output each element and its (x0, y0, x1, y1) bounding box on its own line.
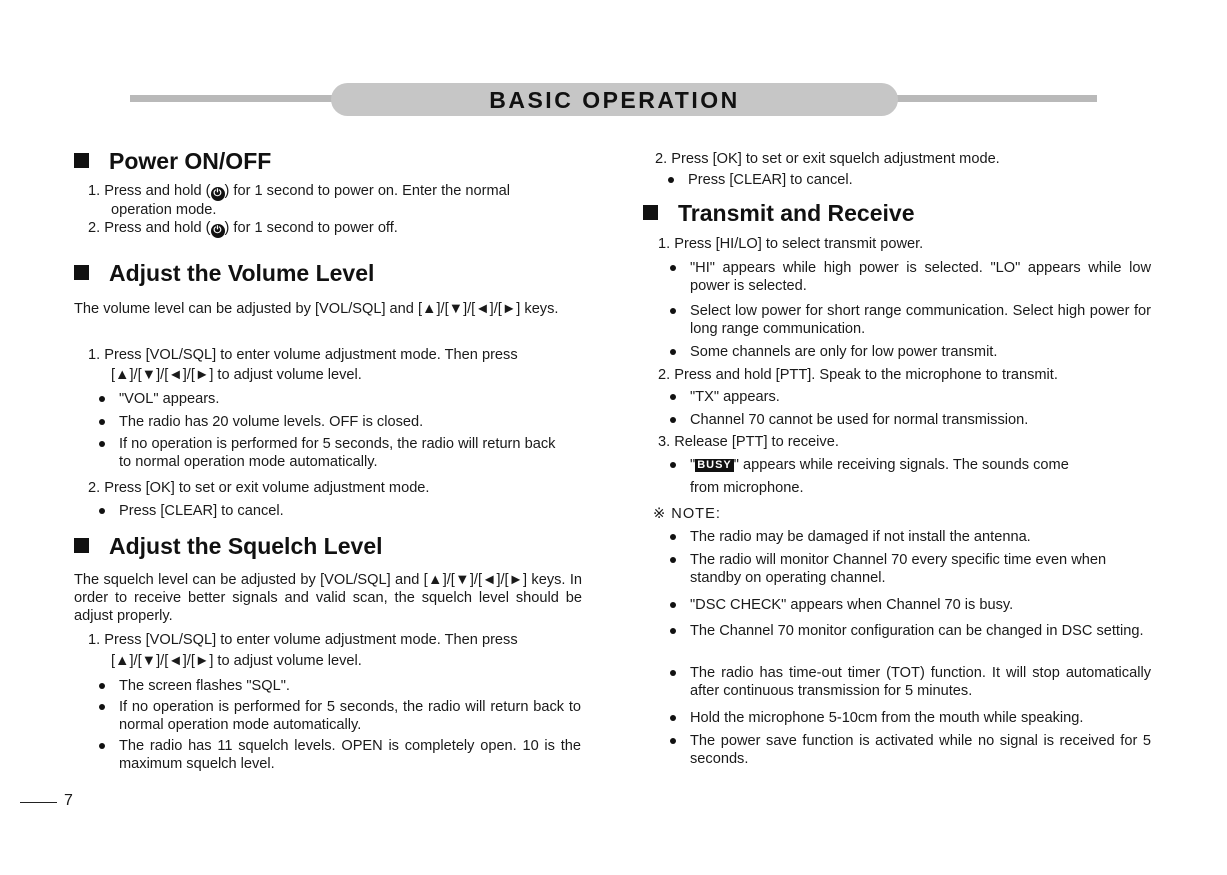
page-title: BASIC OPERATION (489, 87, 740, 113)
list-item: Channel 70 cannot be used for normal transmission. (690, 412, 1029, 428)
note-title: ※ NOTE: (653, 506, 721, 522)
list-item: Press [CLEAR] to cancel. (688, 172, 853, 188)
note-item: The radio has time-out timer (TOT) function. It will stop automatically after continuous transmission for 5 minutes. (690, 665, 1151, 699)
list-item: Press [CLEAR] to cancel. (119, 503, 284, 519)
note-item: The power save function is activated while no signal is received for 5 seconds. (690, 733, 1151, 767)
transmit-step-3: 3. Release [PTT] to receive. (658, 434, 839, 450)
page-number-rule (20, 802, 57, 803)
list-item: If no operation is performed for 5 seconds, the radio will return back to normal operation mode automatically. (119, 435, 571, 471)
square-bullet-icon (74, 538, 89, 553)
power-step-2: 2. Press and hold ( ⏻ ) for 1 second to power off. (88, 220, 398, 236)
power-step-1-cont: operation mode. (111, 202, 217, 218)
power-icon: ⏻ (211, 224, 225, 238)
heading-transmit: Transmit and Receive (643, 200, 915, 227)
heading-volume: Adjust the Volume Level (74, 260, 374, 287)
list-item: "TX" appears. (690, 389, 780, 405)
note-item: The Channel 70 monitor configuration can be changed in DSC setting. (690, 622, 1151, 640)
power-icon: ⏻ (211, 187, 225, 201)
squelch-intro: The squelch level can be adjusted by [VOL/SQL] and [▲]/[▼]/[◄]/[►] keys. In order to receive better signals and valid scan, the squelch level should be adjust properly. (74, 572, 582, 624)
squelch-step-1-cont: [▲]/[▼]/[◄]/[►] to adjust volume level. (111, 653, 362, 669)
section-banner (331, 83, 898, 116)
list-item: "HI" appears while high power is selected. "LO" appears while low power is selected. (690, 260, 1151, 294)
volume-step-1-cont: [▲]/[▼]/[◄]/[►] to adjust volume level. (111, 367, 362, 383)
volume-intro: The volume level can be adjusted by [VOL/SQL] and [▲]/[▼]/[◄]/[►] keys. (74, 301, 559, 317)
list-item: The screen flashes "SQL". (119, 678, 290, 694)
square-bullet-icon (74, 265, 89, 280)
heading-squelch: Adjust the Squelch Level (74, 533, 383, 560)
header-rule-right (890, 95, 1097, 102)
heading-power: Power ON/OFF (74, 148, 271, 175)
note-item: The radio may be damaged if not install the antenna. (690, 529, 1031, 545)
note-item: Hold the microphone 5-10cm from the mouth while speaking. (690, 710, 1084, 726)
squelch-step-2: 2. Press [OK] to set or exit squelch adjustment mode. (655, 151, 1000, 167)
list-item: "VOL" appears. (119, 391, 220, 407)
busy-indicator-icon: BUSY (697, 459, 732, 471)
note-item: The radio will monitor Channel 70 every specific time even when standby on operating channel. (690, 551, 1151, 587)
transmit-step-2: 2. Press and hold [PTT]. Speak to the microphone to transmit. (658, 367, 1058, 383)
list-item: " BUSY " appears while receiving signals. The sounds come (690, 457, 1069, 473)
transmit-step-1: 1. Press [HI/LO] to select transmit power. (658, 236, 924, 252)
volume-step-1: 1. Press [VOL/SQL] to enter volume adjustment mode. Then press (88, 347, 518, 363)
list-item: The radio has 11 squelch levels. OPEN is completely open. 10 is the maximum squelch level. (119, 738, 581, 772)
squelch-step-1: 1. Press [VOL/SQL] to enter volume adjustment mode. Then press (88, 632, 518, 648)
note-item: "DSC CHECK" appears when Channel 70 is busy. (690, 597, 1014, 613)
square-bullet-icon (643, 205, 658, 220)
page-number: 7 (64, 792, 73, 809)
header-rule-left (130, 95, 340, 102)
list-item: Select low power for short range communication. Select high power for long range communication. (690, 303, 1151, 337)
list-item-cont: from microphone. (690, 480, 804, 496)
power-step-1: 1. Press and hold ( ⏻ ) for 1 second to power on. Enter the normal (88, 183, 511, 199)
list-item: Some channels are only for low power transmit. (690, 344, 998, 360)
volume-step-2: 2. Press [OK] to set or exit volume adjustment mode. (88, 480, 430, 496)
list-item: If no operation is performed for 5 seconds, the radio will return back to normal operation mode automatically. (119, 699, 581, 733)
list-item: The radio has 20 volume levels. OFF is closed. (119, 414, 424, 430)
square-bullet-icon (74, 153, 89, 168)
